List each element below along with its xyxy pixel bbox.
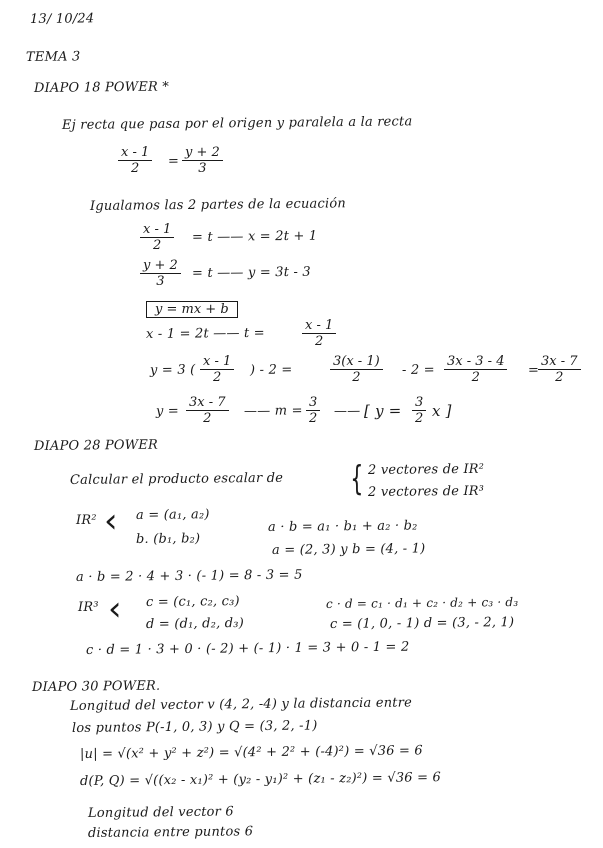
r2-vector-b: b. (b₁, b₂) [135,531,201,547]
r2-vector-a: a = (a₁, a₂) [135,507,210,523]
r3-brace: ‹ [108,589,122,629]
fraction-numerator: x - 1 [140,222,174,238]
section-header-diapo-18: DIAPO 18 POWER * [33,79,170,96]
r3-label: IR³ [77,599,99,615]
result-part-c: —— m = [243,403,303,419]
igualamos-text: Igualamos las 2 partes de la ecuación [89,196,346,214]
r3-values: c = (1, 0, - 1) d = (3, - 2, 1) [329,615,515,632]
slope-fraction [306,395,320,426]
result-part-h: x ] [431,401,452,420]
r2-calculation: a · b = 2 · 4 + 3 · (- 1) = 8 - 3 = 5 [75,567,303,585]
equals-sign: = [167,153,180,169]
topic-title: TEMA 3 [25,49,81,65]
fraction-numerator: y + 2 [182,145,223,161]
r2-values: a = (2, 3) y b = (4, - 1) [271,541,426,558]
r2-brace: ‹ [104,501,118,541]
fraction-denominator: 2 [415,411,424,426]
fraction-denominator: 3 [156,274,165,289]
fraction-denominator: 2 [212,370,222,385]
subst-part-e: - 2 = [401,362,435,378]
param-y-line: = t —— y = 3t - 3 [191,264,311,281]
r3-vector-d: d = (d₁, d₂, d₃) [145,615,245,632]
modulus-calculation: |u| = √(x² + y² + z²) = √(4² + 2² + (-4)²) = √36 = 6 [79,743,423,762]
subst-part-c: ) - 2 = [249,362,293,378]
result-part-f: [ y = [363,401,402,420]
fraction-denominator: 2 [352,370,361,385]
options-brace: { [350,459,364,499]
exercise-30-statement-2: los puntos P(-1, 0, 3) y Q = (3, 2, -1) [71,718,318,736]
r3-vector-c: c = (c₁, c₂, c₃) [145,594,240,610]
fraction-numerator: x - 1 [302,318,336,334]
section-header-diapo-28: DIAPO 28 POWER [33,437,159,454]
t-fraction [302,318,336,349]
fraction-numerator: 3 [412,395,426,411]
fraction-numerator: y + 2 [140,258,181,274]
subst-fraction-4 [538,354,581,385]
result-fraction-1 [186,395,229,426]
result-part-e: —— [333,403,361,419]
final-slope-fraction [412,395,426,426]
option-r2: 2 vectores de IR² [367,461,485,478]
r3-calculation: c · d = 1 · 3 + 0 · (- 2) + (- 1) · 1 = 3 + 0 - 1 = 2 [85,639,410,658]
date: 13/ 10/24 [29,11,95,27]
exercise-18-statement: Ej recta que pasa por el origen y paralela a la recta [61,114,413,133]
fraction-numerator: x - 1 [200,354,234,370]
fraction-denominator: 2 [471,370,480,385]
section-header-diapo-30: DIAPO 30 POWER. [31,678,161,695]
result-distance: distancia entre puntos 6 [87,824,254,841]
result-length: Longitud del vector 6 [87,804,234,821]
param-fraction-y [140,258,181,289]
fraction-denominator: 2 [309,411,318,426]
fraction-numerator: 3x - 3 - 4 [444,354,507,370]
fraction-denominator: 3 [198,161,207,176]
exercise-28-statement: Calcular el producto escalar de [69,470,284,488]
subst-part-a: y = 3 ( [149,362,196,378]
fraction-numerator: 3(x - 1) [330,354,383,370]
r3-dot-formula: c · d = c₁ · d₁ + c₂ · d₂ + c₃ · d₃ [325,594,519,611]
fraction-numerator: 3x - 7 [538,354,581,370]
fraction-denominator: 2 [152,238,162,253]
subst-part-g: = [527,362,540,378]
equation-left-fraction [118,145,152,176]
fraction-denominator: 2 [203,411,212,426]
result-part-a: y = [155,403,180,419]
exercise-30-statement-1: Longitud del vector v (4, 2, -4) y la distancia entre [69,695,413,714]
r2-dot-formula: a · b = a₁ · b₁ + a₂ · b₂ [267,518,418,535]
slope-intercept-form: y = mx + b [146,301,238,318]
fraction-denominator: 2 [130,161,140,176]
fraction-denominator: 2 [555,370,564,385]
subst-fraction-1 [200,354,234,385]
distance-calculation: d(P, Q) = √((x₂ - x₁)² + (y₂ - y₁)² + (z₁ - z₂)²) = √36 = 6 [79,770,442,789]
fraction-denominator: 2 [314,334,324,349]
option-r3: 2 vectores de IR³ [367,483,485,500]
r2-label: IR² [75,512,97,528]
subst-fraction-2 [330,354,383,385]
param-fraction-x [140,222,174,253]
subst-fraction-3 [444,354,507,385]
solve-t-line: x - 1 = 2t —— t = [145,325,265,342]
param-x-line: = t —— x = 2t + 1 [191,228,318,245]
equation-right-fraction [182,145,223,176]
fraction-numerator: x - 1 [118,145,152,161]
fraction-numerator: 3 [306,395,320,411]
fraction-numerator: 3x - 7 [186,395,229,411]
